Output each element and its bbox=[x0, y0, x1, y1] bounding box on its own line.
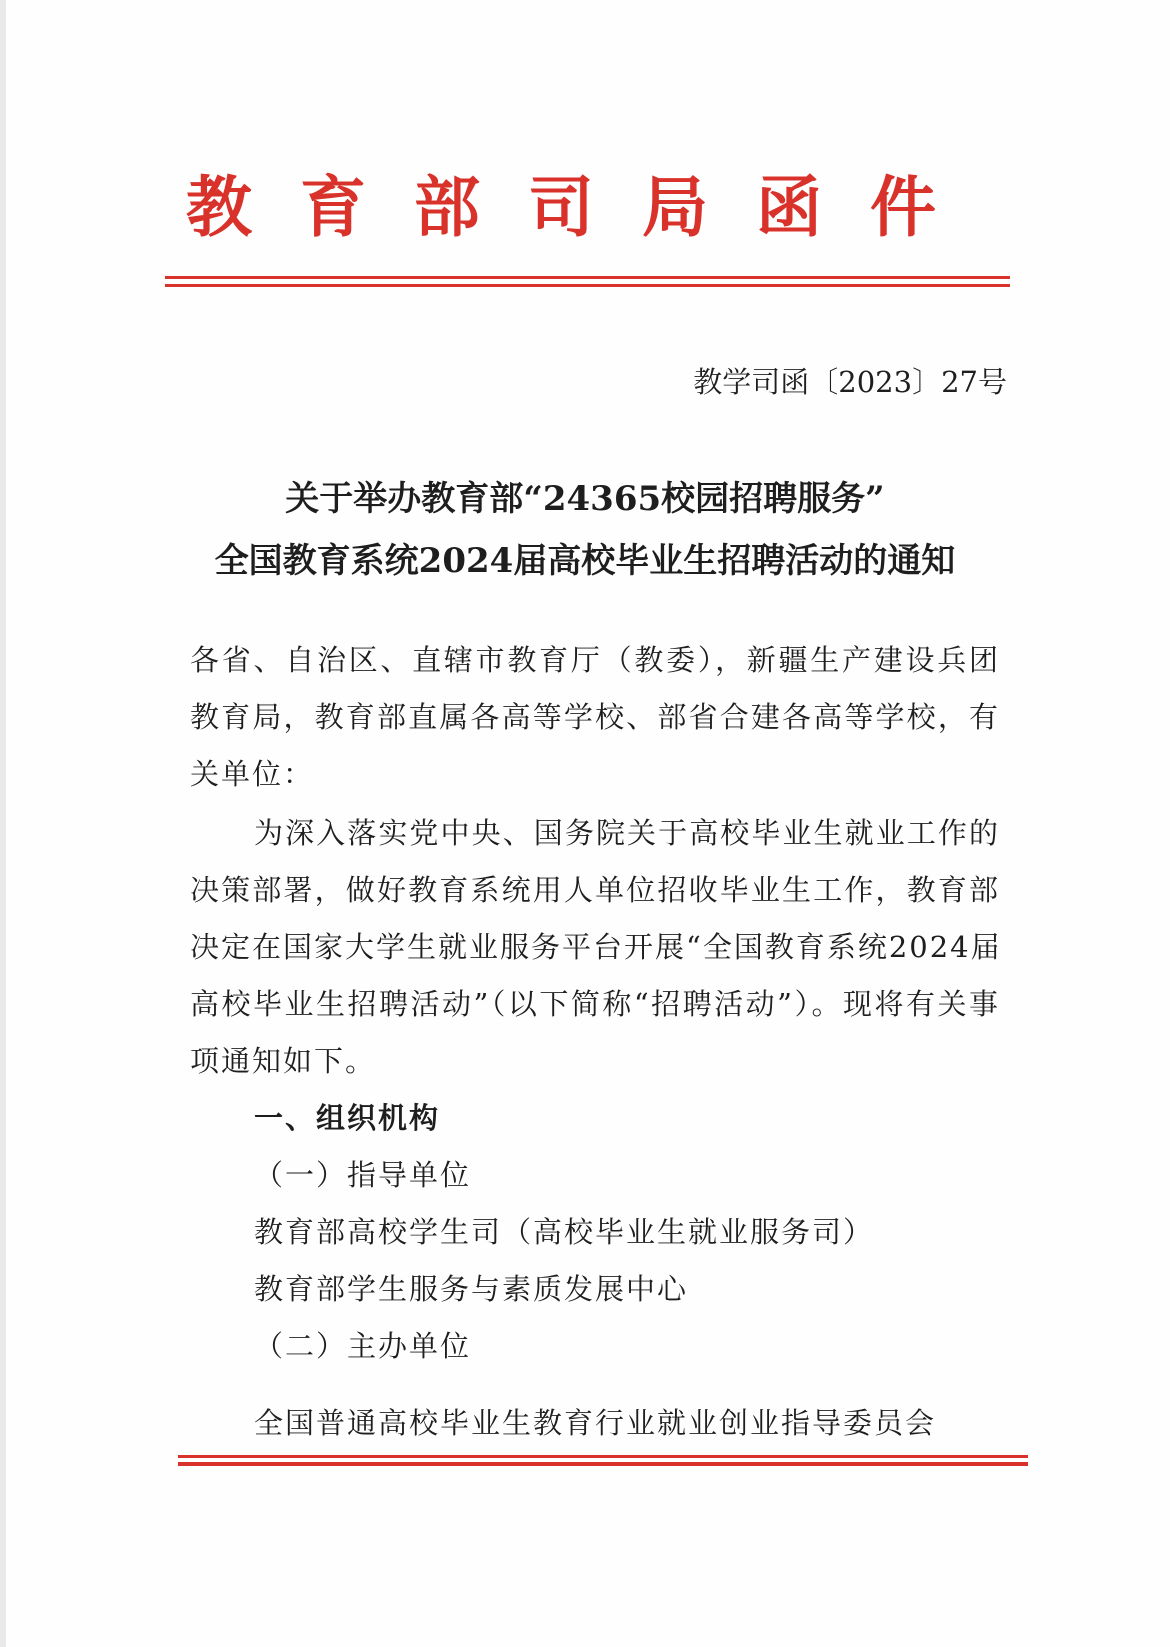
addressee-line-2: 教育局，教育部直属各高等学校、部省合建各高等学校，有 bbox=[190, 700, 1000, 734]
scan-edge bbox=[0, 0, 6, 1647]
intro-line-1: 为深入落实党中央、国务院关于高校毕业生就业工作的 bbox=[254, 816, 1000, 850]
footer-red-rule-secondary bbox=[178, 1462, 1028, 1466]
guidance-unit-2: 教育部学生服务与素质发展中心 bbox=[254, 1272, 689, 1306]
subsection-heading-organizer: （二）主办单位 bbox=[254, 1329, 472, 1363]
intro-line-5: 项通知如下。 bbox=[190, 1044, 377, 1078]
footer-red-rule bbox=[178, 1455, 1028, 1458]
masthead-red-rule-secondary bbox=[165, 284, 1010, 287]
guidance-unit-1: 教育部高校学生司（高校毕业生就业服务司） bbox=[254, 1215, 875, 1249]
addressee-line-3: 关单位： bbox=[190, 757, 315, 791]
intro-line-4: 高校毕业生招聘活动”（以下简称“招聘活动”）。现将有关事 bbox=[190, 987, 1000, 1021]
addressee-line-1: 各省、自治区、直辖市教育厅（教委），新疆生产建设兵团 bbox=[190, 643, 1000, 677]
masthead-red-rule bbox=[165, 276, 1010, 279]
subsection-heading-guidance: （一）指导单位 bbox=[254, 1158, 472, 1192]
document-number: 教学司函〔2023〕27号 bbox=[693, 365, 1007, 399]
organizer-unit-1: 全国普通高校毕业生教育行业就业创业指导委员会 bbox=[254, 1406, 937, 1440]
intro-line-2: 决策部署，做好教育系统用人单位招收毕业生工作，教育部 bbox=[190, 873, 1000, 907]
masthead-title: 教育部司局函件 bbox=[186, 169, 984, 246]
notice-title-line-2: 全国教育系统2024届高校毕业生招聘活动的通知 bbox=[214, 541, 956, 581]
intro-line-3: 决定在国家大学生就业服务平台开展“全国教育系统2024届 bbox=[190, 930, 1002, 964]
notice-title-line-1: 关于举办教育部“24365校园招聘服务” bbox=[285, 479, 885, 519]
section-heading-organization: 一、组织机构 bbox=[254, 1101, 441, 1135]
